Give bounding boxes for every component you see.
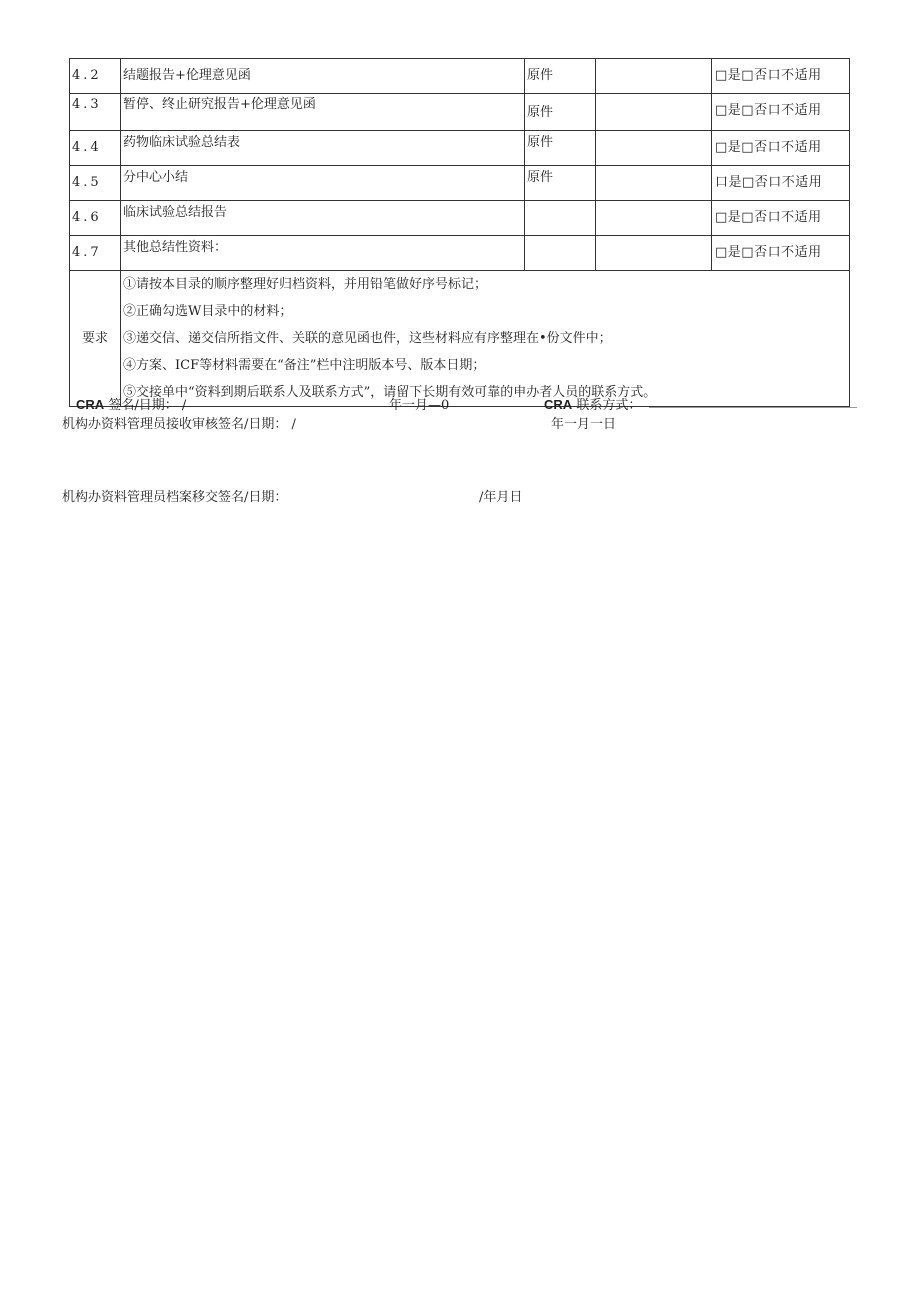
item-number: 4.3: [70, 94, 121, 131]
item-checkbox-options[interactable]: □是□否口不适用: [712, 131, 850, 166]
item-original: 原件: [525, 166, 596, 201]
table-row: [70, 201, 850, 236]
item-name: 分中心小结: [121, 166, 525, 201]
item-note[interactable]: [596, 131, 712, 166]
transfer-signature-date[interactable]: /年月日: [479, 490, 523, 505]
requirement-item: ③递交信、递交信所指文件、关联的意见函也件，这些材料应有序整理在•份文件中；: [123, 331, 612, 346]
receive-signature-date[interactable]: 年一月一日: [551, 417, 617, 432]
item-name: 结题报告+伦理意见函: [121, 59, 525, 94]
item-original: [525, 201, 596, 236]
item-name: 药物临床试验总结表: [121, 131, 525, 166]
item-checkbox-options[interactable]: 口是□否口不适用: [712, 166, 850, 201]
item-checkbox-options[interactable]: □是□否口不适用: [712, 94, 850, 131]
table-row: [70, 166, 850, 201]
item-note[interactable]: [596, 201, 712, 236]
requirements-list: [121, 271, 850, 407]
item-number: 4.5: [70, 166, 121, 201]
item-original: 原件: [525, 94, 596, 131]
item-number: 4.6: [70, 201, 121, 236]
item-note[interactable]: [596, 94, 712, 131]
receive-signature-label: 机构办资料管理员接收审核签名/日期：: [62, 417, 288, 432]
cra-signature-slash[interactable]: /: [181, 398, 187, 413]
cra-prefix: CRA: [76, 397, 105, 412]
item-number: 4.4: [70, 131, 121, 166]
item-original: 原件: [525, 59, 596, 94]
receive-signature-slash[interactable]: /: [291, 417, 296, 432]
cra-signature-label: 签名/日期：: [108, 398, 178, 413]
item-name: 其他总结性资料：: [121, 236, 525, 271]
requirement-item: ⑤交接单中“资料到期后联系人及联系方式”，请留下长期有效可靠的申办者人员的联系方式。: [123, 385, 657, 400]
archive-checklist-table: [69, 58, 850, 407]
cra-contact: [544, 394, 641, 413]
requirements-row: [70, 271, 850, 407]
transfer-signature-label: 机构办资料管理员档案移交签名/日期：: [62, 490, 288, 505]
cra-contact-label: 联系方式：: [576, 398, 642, 413]
item-original: 原件: [525, 131, 596, 166]
requirement-item: ④方案、ICF等材料需要在“备注”栏中注明版本号、版本日期；: [123, 358, 486, 373]
table-row: [70, 94, 850, 131]
item-checkbox-options[interactable]: □是□否口不适用: [712, 59, 850, 94]
table-row: [70, 236, 850, 271]
item-name: 暂停、终止研究报告+伦理意见函: [121, 94, 525, 131]
table-row: [70, 59, 850, 94]
item-checkbox-options[interactable]: □是□否口不适用: [712, 201, 850, 236]
item-name: 临床试验总结报告: [121, 201, 525, 236]
item-checkbox-options[interactable]: □是□否口不适用: [712, 236, 850, 271]
item-original: [525, 236, 596, 271]
requirements-label: 要求: [70, 271, 121, 407]
table-row: [70, 131, 850, 166]
requirement-item: ①请按本目录的顺序整理好归档资料，并用铅笔做好序号标记；: [123, 277, 488, 292]
cra-signature-date[interactable]: 年一月—0: [389, 398, 450, 413]
cra-signature-line: [76, 394, 190, 413]
item-number: 4.2: [70, 59, 121, 94]
item-number: 4.7: [70, 236, 121, 271]
receive-signature-line: [62, 413, 296, 432]
item-note[interactable]: [596, 166, 712, 201]
item-note[interactable]: [596, 59, 712, 94]
item-note[interactable]: [596, 236, 712, 271]
requirement-item: ②正确勾选W目录中的材料；: [123, 304, 293, 319]
cra-contact-field[interactable]: [649, 407, 857, 408]
cra-contact-prefix: CRA: [544, 397, 573, 412]
